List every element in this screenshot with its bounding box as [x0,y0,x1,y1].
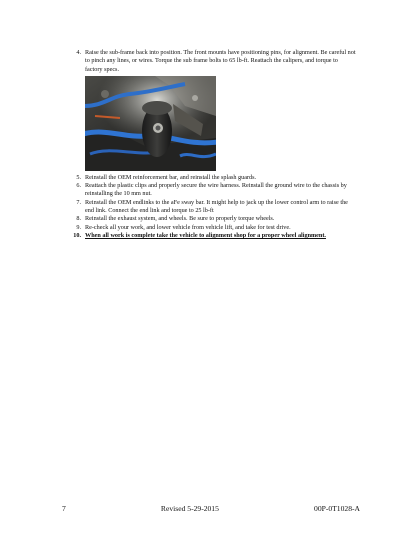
step-text: Reinstall the OEM endlinks to the aFe sway bar. It might help to jack up the lower control arm to raise the end link. Connect the end link and torque to 25 lb-ft [85,198,348,215]
step-4 [70,49,356,74]
page-number: 7 [62,504,66,513]
step-8 [70,215,356,223]
step-text: Reattach the plastic clips and properly secure the wire harness. Reinstall the ground wire to the chassis by reinstalling the 10 mm nut. [85,182,347,198]
subframe-photo [85,76,216,171]
step-9 [70,224,356,232]
step-text: Reinstall the OEM reinforcement bar, and reinstall the splash guards. [85,173,257,181]
revision-date: Revised 5-29-2015 [160,504,219,513]
step-text: Re-check all your work, and lower vehicle from vehicle lift, and take for test drive. [85,223,291,231]
step-number: 4. [76,49,81,56]
photo-subframe-mount-icon [85,76,216,171]
step-number: 8. [76,215,81,223]
step-number: 10. [73,231,81,239]
page-footer [62,504,360,514]
step-text: When all work is complete take the vehicle to alignment shop for a proper wheel alignment. [85,231,326,239]
step-text: Raise the sub-frame back into position. The front mounts have positioning pins, for alignment. Be careful not to pinch any lines, or wires. Torque the sub frame bolts to 65 lb-ft. Reattach the calipers, and torque to factory specs. [85,49,356,73]
part-number: 00P-0T1028-A [314,504,360,513]
step-number: 7. [76,198,81,206]
step-10 [70,232,356,240]
instruction-steps [70,49,356,240]
step-number: 6. [76,182,81,190]
step-text: Reinstall the exhaust system, and wheels. Be sure to properly torque wheels. [85,215,275,223]
step-5 [70,174,356,182]
step-6 [70,182,356,199]
step-number: 5. [76,173,81,181]
step-number: 9. [76,223,81,231]
step-7 [70,199,356,216]
